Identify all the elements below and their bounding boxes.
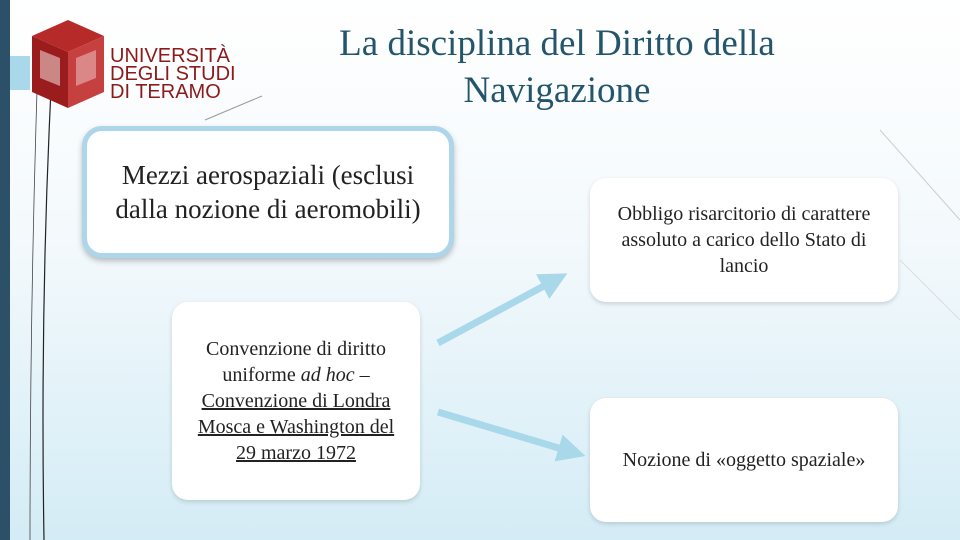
logo-cube-icon [32, 20, 104, 108]
convention-link[interactable]: Convenzione di Londra Mosca e Washington del 29 marzo 1972 [197, 390, 395, 464]
space-object-text: Nozione di «oggetto spaziale» [622, 449, 866, 471]
convention-text-dash: – [354, 364, 370, 386]
convention-text-part1: Convenzione di diritto uniforme [206, 338, 386, 386]
space-object-box [590, 398, 898, 522]
main-topic-text: Mezzi aerospaziali (esclusi dalla nozione di aeromobili) [115, 160, 421, 224]
main-topic-box [82, 126, 454, 258]
convention-box [172, 302, 420, 500]
convention-text [192, 336, 400, 466]
arrow-down-right-icon [438, 412, 572, 452]
left-sidebar-bar [0, 0, 10, 540]
university-logo [28, 16, 238, 112]
convention-text-italic: ad hoc [300, 364, 355, 386]
logo-text-line-3: DI TERAMO [110, 81, 221, 103]
arrow-up-right-icon [438, 280, 555, 343]
logo-text-line-1: UNIVERSITÀ [110, 45, 231, 67]
logo-text-line-2: DEGLI STUDI [110, 63, 236, 85]
left-accent-block [10, 56, 30, 90]
liability-box [590, 178, 898, 302]
liability-text: Obbligo risarcitorio di carattere assoluto a carico dello Stato di lancio [617, 203, 871, 277]
slide-title: La disciplina del Diritto della Navigazione [339, 23, 775, 111]
